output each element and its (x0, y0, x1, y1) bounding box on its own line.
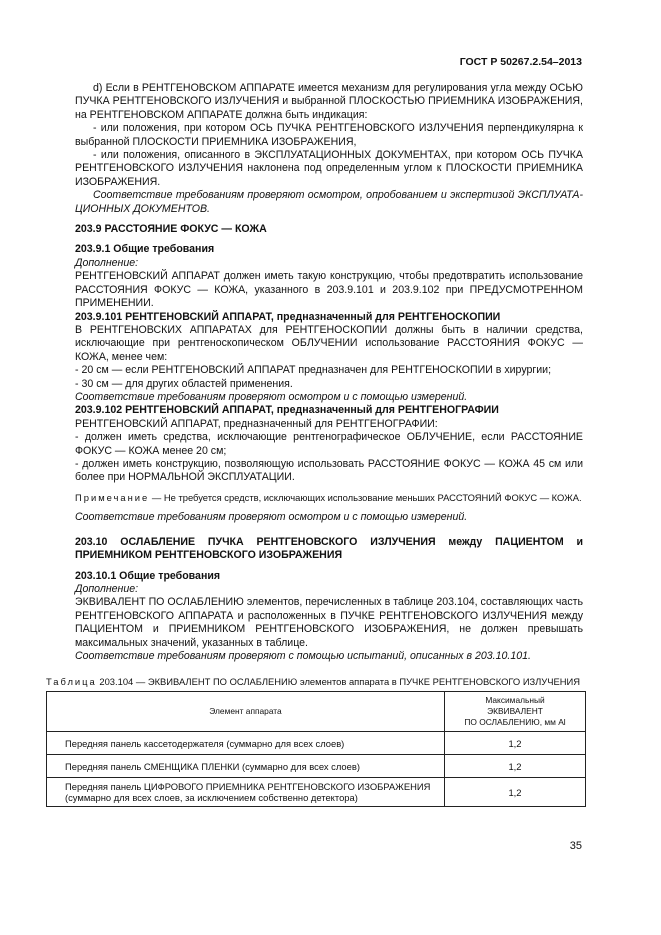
note (75, 492, 583, 505)
compliance-text: Соответствие требованиям проверяют осмотром, опробованием и экспертизой ЭКСПЛУАТА-ЦИОННЫХ ДОКУМЕНТОВ. (75, 189, 583, 215)
list-item: - 30 см — для других областей применения. (75, 377, 293, 390)
table-row (47, 778, 586, 807)
note-label: Примечание (75, 491, 150, 503)
table-row (47, 732, 586, 755)
attenuation-table (46, 691, 586, 807)
paragraph-d: d) Если в РЕНТГЕНОВСКОМ АППАРАТЕ имеется механизм для регулирования угла между ОСЬЮ ПУЧКА РЕНТГЕНОВСКОГО ИЗЛУЧЕНИЯ и выбранной ПЛОСКОСТЬЮ ПРИЕМНИКА ИЗОБРАЖЕНИЯ, на РЕНТГЕНОВСКОМ АППАРАТЕ должна быть индикация: (75, 82, 583, 121)
paragraph: ЭКВИВАЛЕНТ ПО ОСЛАБЛЕНИЮ элементов, перечисленных в таблице 203.104, составляющих часть РЕНТГЕНОВСКОГО АППАРАТА и расположенных в ПУЧКЕ РЕНТГЕНОВСКОГО ИЗЛУЧЕНИЯ между ПАЦИЕНТОМ и ПРИЕМНИКОМ РЕНТГЕНОВСКОГО ИЗОБРАЖЕНИЯ, не должен превышать максимальных значений, указанных в таблице. (75, 596, 583, 649)
list-item: - должен иметь конструкцию, позволяющую использовать РАССТОЯНИЕ ФОКУС — КОЖА 45 см или более при НОРМАЛЬНОЙ ЭКСПЛУАТАЦИИ. (75, 457, 583, 484)
compliance-text: Соответствие требованиям проверяют осмотром и с помощью измерений. (75, 390, 468, 403)
compliance-text: Соответствие требованиям проверяют с помощью испытаний, описанных в 203.10.101. (75, 649, 531, 662)
page-content (46, 82, 583, 807)
list-item: - или положения, при котором ОСЬ ПУЧКА РЕНТГЕНОВСКОГО ИЗЛУЧЕНИЯ перпендикулярна к выбранной ПЛОСКОСТИ ПРИЕМНИКА ИЗОБРАЖЕНИЯ, (75, 122, 583, 148)
table-header-row (47, 692, 586, 732)
table-caption-text: 203.104 — ЭКВИВАЛЕНТ ПО ОСЛАБЛЕНИЮ элементов аппарата в ПУЧКЕ РЕНТГЕНОВСКОГО ИЗЛУЧЕНИЯ (96, 676, 581, 688)
paragraph: В РЕНТГЕНОВСКИХ АППАРАТАХ для РЕНТГЕНОСКОПИИ должны быть в наличии средства, исключающие при рентгеноскопическом ОБЛУЧЕНИИ использование РАССТОЯНИЯ ФОКУС — КОЖА, менее чем: (75, 323, 583, 363)
table-cell-value: 1,2 (445, 732, 586, 755)
subsection-heading: 203.9.102 РЕНТГЕНОВСКИЙ АППАРАТ, предназначенный для РЕНТГЕНОГРАФИИ (75, 404, 499, 417)
table-cell-value: 1,2 (445, 755, 586, 778)
note-text: — Не требуется средств, исключающих использование меньших РАССТОЯНИЙ ФОКУС — КОЖА. (149, 491, 582, 503)
table-cell-item: Передняя панель кассетодержателя (суммарно для всех слоев) (47, 732, 445, 755)
page-number: 35 (569, 840, 582, 852)
paragraph: РЕНТГЕНОВСКИЙ АППАРАТ должен иметь такую конструкцию, чтобы предотвратить использование РАССТОЯНИЯ ФОКУС — КОЖА, указанного в 203.9.101 и 203.9.102 при ПРЕДУСМОТРЕННОМ ПРИМЕНЕНИИ. (75, 270, 583, 310)
list-item: - должен иметь средства, исключающие рентгенографическое ОБЛУЧЕНИЕ, если РАССТОЯНИЕ ФОКУС — КОЖА менее 20 см; (75, 431, 583, 457)
subsection-heading: 203.9.1 Общие требования (75, 243, 215, 256)
column-header-max-equivalent (445, 692, 586, 732)
section-heading: 203.10 ОСЛАБЛЕНИЕ ПУЧКА РЕНТГЕНОВСКОГО ИЗЛУЧЕНИЯ между ПАЦИЕНТОМ и ПРИЕМНИКОМ РЕНТГЕНОВСКОГО ИЗОБРАЖЕНИЯ (75, 535, 583, 562)
header-line: Максимальный (485, 695, 545, 706)
compliance-text: Соответствие требованиям проверяют осмотром и с помощью измерений. (75, 511, 468, 524)
header-line: ЭКВИВАЛЕНТ (487, 706, 543, 717)
supplement-label: Дополнение: (75, 582, 139, 595)
subsection-heading: 203.10.1 Общие требования (75, 569, 221, 582)
section-heading: 203.9 РАССТОЯНИЕ ФОКУС — КОЖА (75, 223, 267, 236)
table-caption-label: Таблица (46, 676, 97, 688)
table-cell-item: Передняя панель ЦИФРОВОГО ПРИЕМНИКА РЕНТГЕНОВСКОГО ИЗОБРАЖЕНИЯ (суммарно для всех слоев, за исключением собственно детектора) (47, 778, 445, 807)
table-cell-value: 1,2 (445, 778, 586, 807)
document-id: ГОСТ Р 50267.2.54–2013 (459, 56, 582, 68)
column-header-element: Элемент аппарата (47, 692, 445, 732)
paragraph: РЕНТГЕНОВСКИЙ АППАРАТ, предназначенный для РЕНТГЕНОГРАФИИ: (75, 417, 438, 430)
table-caption (46, 676, 583, 688)
supplement-label: Дополнение: (75, 256, 139, 269)
table-cell-item: Передняя панель СМЕНЩИКА ПЛЕНКИ (суммарно для всех слоев) (47, 755, 445, 778)
subsection-heading: 203.9.101 РЕНТГЕНОВСКИЙ АППАРАТ, предназначенный для РЕНТГЕНОСКОПИИ (75, 310, 501, 323)
list-item: - 20 см — если РЕНТГЕНОВСКИЙ АППАРАТ предназначен для РЕНТГЕНОСКОПИИ в хирургии; (75, 364, 552, 377)
list-item: - или положения, описанного в ЭКСПЛУАТАЦИОННЫХ ДОКУМЕНТАХ, при котором ОСЬ ПУЧКА РЕНТГЕНОВСКОГО ИЗЛУЧЕНИЯ наклонена под определенным углом к ПЛОСКОСТИ ПРИЕМНИКА ИЗОБРАЖЕНИЯ. (75, 149, 583, 188)
header-line: ПО ОСЛАБЛЕНИЮ, мм Al (464, 717, 566, 728)
table-row (47, 755, 586, 778)
